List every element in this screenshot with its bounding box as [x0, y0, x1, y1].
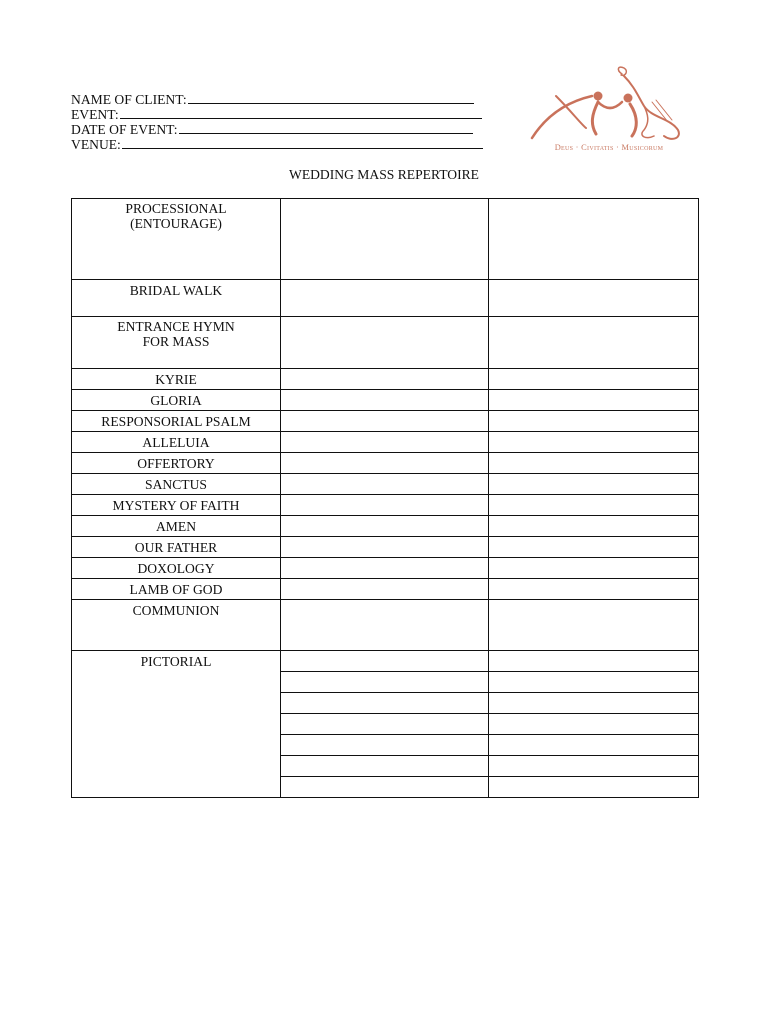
- event-field[interactable]: [120, 107, 482, 119]
- pictorial-entry-cell-col3[interactable]: [489, 672, 699, 693]
- venue-label: VENUE:: [71, 137, 121, 152]
- table-row: [72, 280, 699, 317]
- pictorial-entry-cell-col3[interactable]: [489, 693, 699, 714]
- entry-cell-col2[interactable]: [281, 432, 489, 453]
- pictorial-entry-cell-col2[interactable]: [281, 714, 489, 735]
- client-name-label: NAME OF CLIENT:: [71, 92, 187, 107]
- row-label-text: (ENTOURAGE): [130, 216, 222, 231]
- row-label-cell: [72, 390, 281, 411]
- entry-cell-col3[interactable]: [489, 453, 699, 474]
- entry-cell-col2[interactable]: [281, 453, 489, 474]
- table-row: [72, 600, 699, 651]
- row-label-text: MYSTERY OF FAITH: [112, 498, 240, 513]
- date-of-event-label: DATE OF EVENT:: [71, 122, 178, 137]
- pictorial-entry-cell-col2[interactable]: [281, 672, 489, 693]
- entry-cell-col2[interactable]: [281, 495, 489, 516]
- table-row: [72, 432, 699, 453]
- row-label-text: AMEN: [155, 519, 197, 534]
- entry-cell-col2[interactable]: [281, 558, 489, 579]
- event-label: EVENT:: [71, 107, 119, 122]
- row-label-cell: [72, 453, 281, 474]
- entry-cell-col3[interactable]: [489, 474, 699, 495]
- row-label-cell: [72, 600, 281, 651]
- repertoire-table-body: [72, 199, 699, 798]
- table-row: [72, 453, 699, 474]
- entry-cell-col2[interactable]: [281, 369, 489, 390]
- entry-cell-col3[interactable]: [489, 369, 699, 390]
- row-label-text: BRIDAL WALK: [129, 283, 223, 298]
- row-label-text: KYRIE: [155, 372, 197, 387]
- row-label-cell: [72, 199, 281, 280]
- logo: [526, 66, 692, 160]
- pictorial-entry-cell-col3[interactable]: [489, 756, 699, 777]
- logo-motto: Deus · Civitatis · Musicorum: [554, 143, 664, 152]
- row-label-cell: [72, 537, 281, 558]
- row-label-cell: [72, 411, 281, 432]
- row-label-text: DOXOLOGY: [137, 561, 215, 576]
- table-row: [72, 317, 699, 369]
- table-row: [72, 537, 699, 558]
- row-label-text: LAMB OF GOD: [129, 582, 223, 597]
- client-name-field[interactable]: [188, 92, 474, 104]
- entry-cell-col2[interactable]: [281, 474, 489, 495]
- date-of-event-line: [71, 122, 501, 137]
- entry-cell-col3[interactable]: [489, 558, 699, 579]
- entry-cell-col3[interactable]: [489, 199, 699, 280]
- entry-cell-col2[interactable]: [281, 516, 489, 537]
- venue-line: [71, 137, 501, 152]
- row-label-text: PROCESSIONAL: [125, 201, 227, 216]
- pictorial-entry-cell-col3[interactable]: [489, 651, 699, 672]
- row-label-cell: [72, 369, 281, 390]
- entry-cell-col3[interactable]: [489, 516, 699, 537]
- entry-cell-col2[interactable]: [281, 280, 489, 317]
- page-title: WEDDING MASS REPERTOIRE: [288, 167, 479, 182]
- table-row: [72, 558, 699, 579]
- row-label-cell: [72, 432, 281, 453]
- entry-cell-col2[interactable]: [281, 600, 489, 651]
- entry-cell-col2[interactable]: [281, 537, 489, 558]
- entry-cell-col3[interactable]: [489, 579, 699, 600]
- pictorial-entry-cell-col2[interactable]: [281, 693, 489, 714]
- entry-cell-col2[interactable]: [281, 199, 489, 280]
- entry-cell-col2[interactable]: [281, 317, 489, 369]
- row-label-text: OFFERTORY: [137, 456, 215, 471]
- date-of-event-field[interactable]: [179, 122, 473, 134]
- row-label-text: GLORIA: [150, 393, 202, 408]
- row-label-cell: [72, 317, 281, 369]
- row-label-cell: [72, 516, 281, 537]
- row-label-cell: [72, 495, 281, 516]
- pictorial-label-cell: [72, 651, 281, 798]
- pictorial-label: PICTORIAL: [140, 654, 212, 669]
- row-label-cell: [72, 579, 281, 600]
- pictorial-entry-cell-col2[interactable]: [281, 651, 489, 672]
- entry-cell-col2[interactable]: [281, 411, 489, 432]
- entry-cell-col3[interactable]: [489, 432, 699, 453]
- entry-cell-col2[interactable]: [281, 579, 489, 600]
- table-row: [72, 199, 699, 280]
- row-label-text: RESPONSORIAL PSALM: [101, 414, 251, 429]
- client-info-block: [71, 92, 501, 152]
- row-label-text: ENTRANCE HYMN: [117, 319, 235, 334]
- row-label-text: SANCTUS: [145, 477, 207, 492]
- row-label-text: COMMUNION: [132, 603, 220, 618]
- entry-cell-col3[interactable]: [489, 280, 699, 317]
- entry-cell-col2[interactable]: [281, 390, 489, 411]
- table-row: [72, 369, 699, 390]
- pictorial-entry-cell-col2[interactable]: [281, 756, 489, 777]
- event-line: [71, 107, 501, 122]
- row-label-cell: [72, 280, 281, 317]
- row-label-cell: [72, 474, 281, 495]
- client-name-line: [71, 92, 501, 107]
- logo-mark-icon: [526, 66, 692, 142]
- pictorial-entry-cell-col2[interactable]: [281, 777, 489, 798]
- entry-cell-col3[interactable]: [489, 600, 699, 651]
- table-row: [72, 579, 699, 600]
- table-row: [72, 411, 699, 432]
- pictorial-entry-cell-col2[interactable]: [281, 735, 489, 756]
- pictorial-row: [72, 651, 699, 672]
- table-row: [72, 495, 699, 516]
- row-label-text: OUR FATHER: [134, 540, 218, 555]
- venue-field[interactable]: [122, 137, 483, 149]
- row-label-text: ALLELUIA: [142, 435, 210, 450]
- table-row: [72, 516, 699, 537]
- pictorial-entry-cell-col3[interactable]: [489, 777, 699, 798]
- entry-cell-col3[interactable]: [489, 537, 699, 558]
- entry-cell-col3[interactable]: [489, 495, 699, 516]
- table-row: [72, 390, 699, 411]
- entry-cell-col3[interactable]: [489, 317, 699, 369]
- pictorial-entry-cell-col3[interactable]: [489, 714, 699, 735]
- row-label-text: FOR MASS: [142, 334, 210, 349]
- entry-cell-col3[interactable]: [489, 390, 699, 411]
- pictorial-entry-cell-col3[interactable]: [489, 735, 699, 756]
- row-label-cell: [72, 558, 281, 579]
- entry-cell-col3[interactable]: [489, 411, 699, 432]
- table-row: [72, 474, 699, 495]
- repertoire-table: [71, 198, 699, 798]
